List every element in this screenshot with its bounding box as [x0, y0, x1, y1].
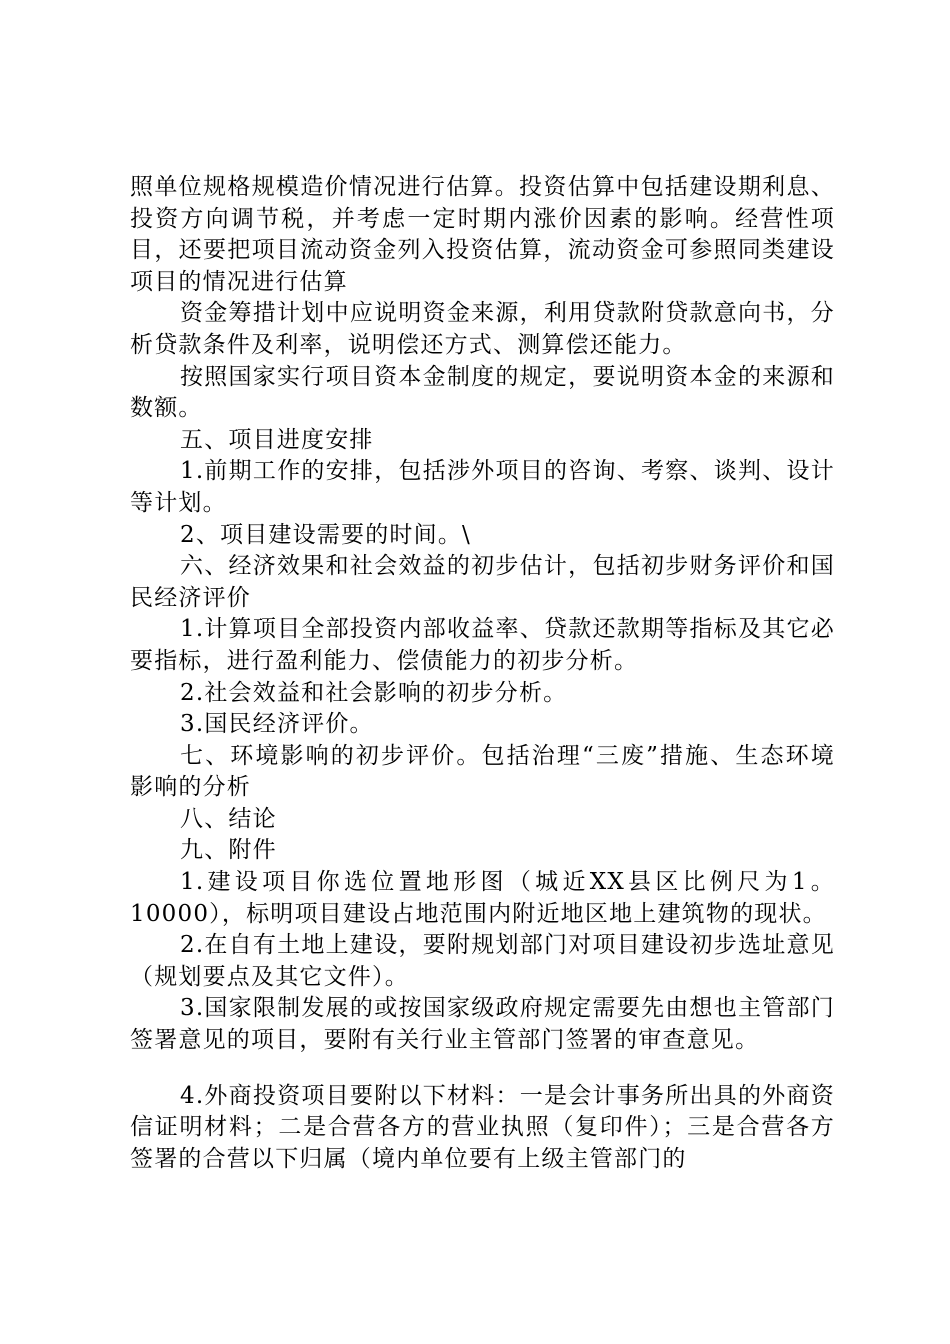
list-item-construction-time: 2、项目建设需要的时间。\: [180, 521, 471, 548]
paragraph-capital-fund: 按照国家实行项目资本金制度的规定，要说明资本金的来源和数额。: [130, 363, 835, 422]
list-item-national-economy: 3.国民经济评价。: [180, 711, 374, 738]
paragraph-investment-estimate: 照单位规格规模造价情况进行估算。投资估算中包括建设期利息、投资方向调节税，并考虑一定时期内涨价因素的影响。经营性项目，还要把项目流动资金列入投资估算，流动资金可参照同类建设项目的情况进行估算: [130, 174, 835, 295]
section-heading-attachments: 九、附件: [180, 837, 277, 864]
section-heading-schedule: 五、项目进度安排: [180, 426, 374, 453]
document-body: [130, 172, 835, 1175]
section-heading-economic-effects: 六、经济效果和社会效益的初步估计，包括初步财务评价和国民经济评价: [130, 553, 835, 611]
section-heading-environment: 七、环境影响的初步评价。包括治理“三废”措施、生态环境影响的分析: [130, 742, 835, 801]
list-item-preliminary-work: 1.前期工作的安排，包括涉外项目的咨询、考察、谈判、设计等计划。: [130, 458, 835, 516]
list-item-site-map: 1.建设项目你选位置地形图（城近XX县区比例尺为1。10000），标明项目建设占地范围内附近地区地上建筑物的现状。: [130, 869, 835, 927]
paragraph-gap: [130, 1057, 835, 1081]
list-item-return-calculation: 1.计算项目全部投资内部收益率、贷款还款期等指标及其它必要指标，进行盈利能力、偿债能力的初步分析。: [130, 616, 835, 674]
section-heading-conclusion: 八、结论: [180, 805, 277, 832]
list-item-restricted-projects: 3.国家限制发展的或按国家级政府规定需要先由想也主管部门签署意见的项目，要附有关行业主管部门签署的审查意见。: [130, 995, 835, 1054]
list-item-foreign-investment: 4.外商投资项目要附以下材料：一是会计事务所出具的外商资信证明材料；二是合营各方的营业执照（复印件）；三是合营各方签署的合营以下归属（境内单位要有上级主管部门的: [130, 1082, 835, 1172]
paragraph-financing-plan: 资金筹措计划中应说明资金来源，利用贷款附贷款意向书，分析贷款条件及利率，说明偿还方式、测算偿还能力。: [130, 300, 835, 358]
list-item-own-land: 2.在自有土地上建设，要附规划部门对项目建设初步选址意见（规划要点及其它文件）。: [130, 932, 835, 990]
list-item-social-benefit: 2.社会效益和社会影响的初步分析。: [180, 679, 568, 706]
